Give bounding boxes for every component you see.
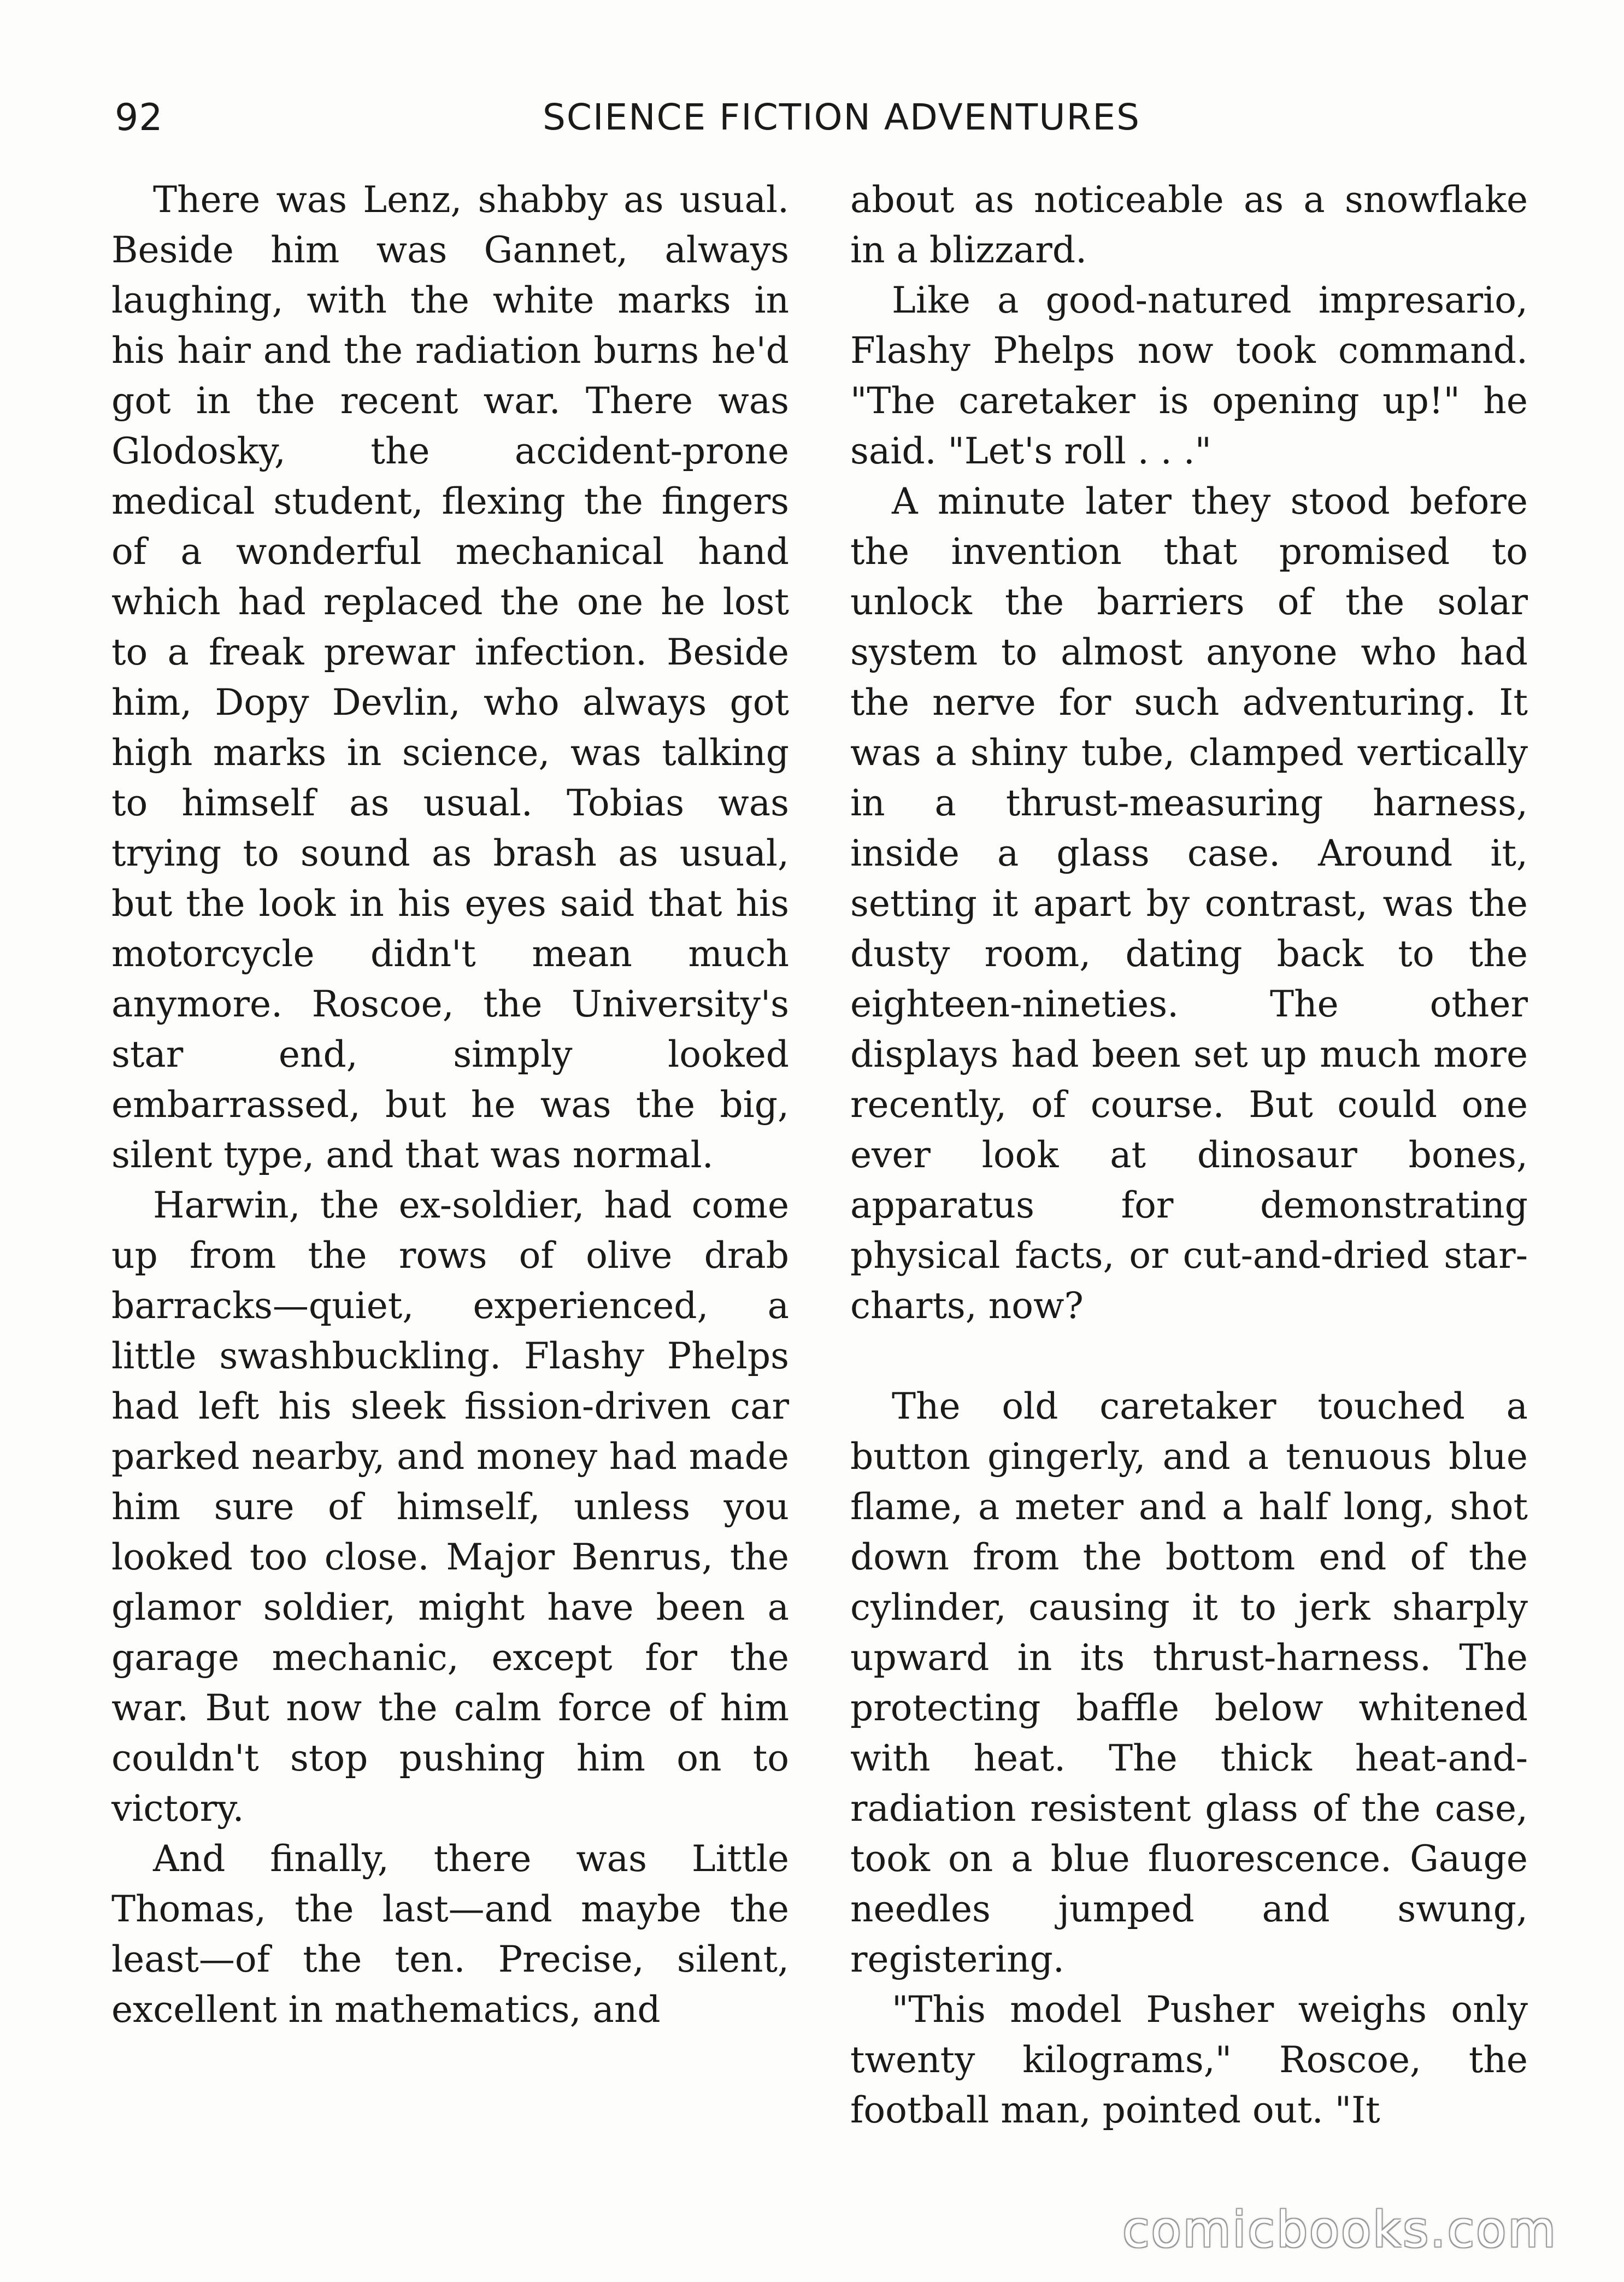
right-column	[850, 175, 1528, 2136]
paragraph: A minute later they stood before the invention that promised to unlock the barriers of the solar system to almost anyone who had the nerve for such adventuring. It was a shiny tube, clamped vertically in a thrust-measuring harness, inside a glass case. Around it, setting it apart by contrast, was the dusty room, dating back to the eighteen-nineties. The other displays had been set up much more recently, of course. But could one ever look at dinosaur bones, apparatus for demonstrating physical facts, or cut-and-dried star-charts, now?	[850, 480, 1528, 1327]
paragraph: There was Lenz, shabby as usual. Beside him was Gannet, always laughing, with the white marks in his hair and the radiation burns he'd got in the recent war. There was Glodosky, the accident-prone medical student, flexing the fingers of a wonderful mechanical hand which had replaced the one he lost to a freak prewar infection. Beside him, Dopy Devlin, who always got high marks in science, was talking to himself as usual. Tobias was trying to sound as brash as usual, but the look in his eyes said that his motorcycle didn't mean much anymore. Roscoe, the University's star end, simply looked embarrassed, but he was the big, silent type, and that was normal.	[111, 179, 789, 1176]
running-title: SCIENCE FICTION ADVENTURES	[543, 96, 1140, 138]
paragraph: "This model Pusher weighs only twenty kilograms," Roscoe, the football man, pointed out. "It	[850, 1989, 1528, 2131]
paragraph: And finally, there was Little Thomas, the last—and maybe the least—of the ten. Precise, silent, excellent in mathematics, and	[111, 1838, 789, 2031]
paragraph: The old caretaker touched a button gingerly, and a tenuous blue flame, a meter and a half long, shot down from the bottom end of the cylinder, causing it to jerk sharply upward in its thrust-harness. The protecting baffle below whitened with heat. The thick heat-and-radiation resistent glass of the case, took on a blue fluorescence. Gauge needles jumped and swung, registering.	[850, 1385, 1528, 1980]
page-number: 92	[115, 96, 163, 139]
paragraph: Like a good-natured impresario, Flashy Phelps now took command. "The caretaker is opening up!" he said. "Let's roll . . ."	[850, 279, 1528, 472]
section-break	[850, 1331, 1528, 1381]
watermark: comicbooks.com	[1122, 2201, 1557, 2259]
paragraph: Harwin, the ex-soldier, had come up from the rows of olive drab barracks—quiet, experienced, a little swashbuckling. Flashy Phelps had left his sleek fission-driven car parked nearby, and money had made him sure of himself, unless you looked too close. Major Benrus, the glamor soldier, might have been a garage mechanic, except for the war. But now the calm force of him couldn't stop pushing him on to victory.	[111, 1184, 789, 1830]
left-column	[111, 175, 789, 2035]
paragraph: about as noticeable as a snowflake in a blizzard.	[850, 179, 1528, 271]
